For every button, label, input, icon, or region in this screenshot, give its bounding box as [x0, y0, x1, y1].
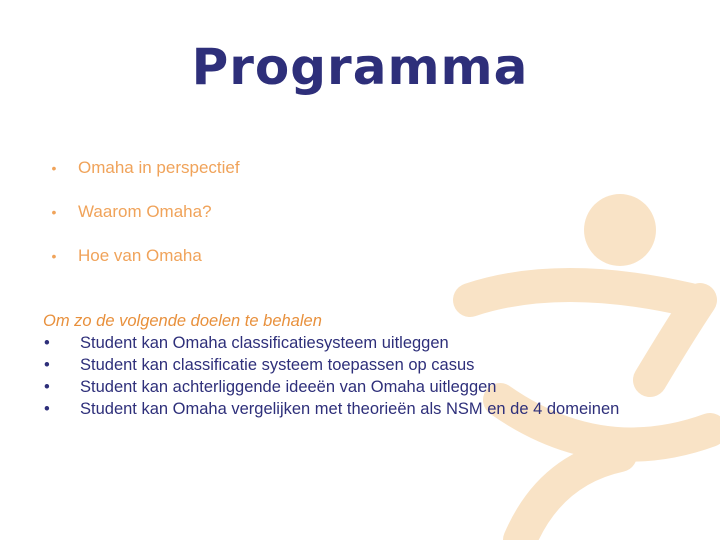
goal-item-label: Student kan Omaha vergelijken met theorieën als NSM en de 4 domeinen [80, 400, 620, 418]
agenda-item [30, 146, 240, 190]
goal-item [43, 376, 663, 398]
goal-item [43, 332, 663, 354]
goal-item [43, 398, 663, 420]
bullet-icon: • [44, 356, 50, 374]
agenda-item-label: Omaha in perspectief [78, 158, 240, 177]
page-title: Programma [191, 38, 529, 96]
agenda-item-label: Waarom Omaha? [78, 202, 212, 221]
goals-list [43, 332, 663, 420]
agenda-item [30, 234, 240, 278]
bullet-icon: • [51, 160, 57, 176]
bullet-icon: • [51, 204, 57, 220]
bullet-icon: • [44, 400, 50, 418]
goal-item-label: Student kan Omaha classificatiesysteem uitleggen [80, 334, 449, 352]
goal-item-label: Student kan achterliggende ideeën van Omaha uitleggen [80, 378, 497, 396]
bullet-icon: • [51, 248, 57, 264]
goal-item [43, 354, 663, 376]
goal-item-label: Student kan classificatie systeem toepassen op casus [80, 356, 475, 374]
agenda-item [30, 190, 240, 234]
bullet-icon: • [44, 378, 50, 396]
goals-section [43, 310, 663, 420]
agenda-item-label: Hoe van Omaha [78, 246, 202, 265]
bullet-icon: • [44, 334, 50, 352]
goals-intro: Om zo de volgende doelen te behalen [43, 312, 322, 330]
agenda-list [30, 146, 240, 278]
